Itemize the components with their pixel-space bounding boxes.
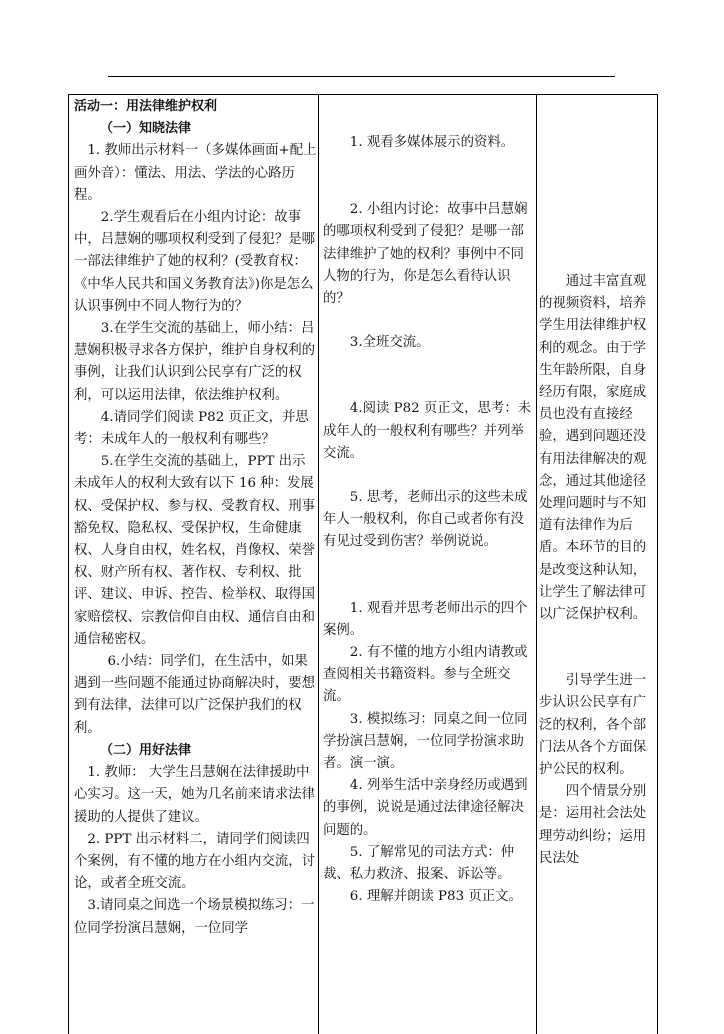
student-step-b2: 2. 有不懂的地方小组内请教或查阅相关书籍资料。参与全班交流。 — [323, 645, 528, 705]
paragraph-4: 4.请同学们阅读 P82 页正文，并思考：未成年人的一般权利有哪些？ — [74, 409, 309, 448]
teacher-activity-column — [74, 95, 318, 940]
student-step-b6: 6. 理解并朗读 P83 页正文。 — [349, 889, 522, 905]
paragraph-2: 2.学生观看后在小组内讨论：故事中，吕慧娴的哪项权利受到了侵犯？是哪一部法律维护了她的权利？(受教育权：《中华人民共和国义务教育法》)你是怎么认识事例中不同人物行为的？ — [74, 210, 316, 314]
intent-paragraph-3: 四个情景分别是：运用社会法处理劳动纠纷；运用民法处 — [539, 784, 647, 866]
student-step-2: 2. 小组内讨论：故事中吕慧娴的哪项权利受到了侵犯？是哪一部法律维护了她的权利？事例中不同人物的行为，你是怎么看待认识的？ — [323, 202, 528, 307]
student-step-3: 3.全班交流。 — [349, 335, 430, 351]
intent-paragraph-1: 通过丰富直观的视频资料，培养学生用法律维护权利的观念。由于学生年龄所限，自身经历有限，家庭成员也没有直接经验，遇到问题还没有用法律解决的观念，通过其他途径处理问题时与不知道有法律作为后盾。本环节的目的是改变这种认知，让学生了解法律可以广泛保护权利。 — [539, 274, 647, 623]
header-rule — [108, 76, 615, 77]
design-intent-column — [539, 95, 651, 870]
paragraph-3: 3.在学生交流的基础上，师小结：吕慧娴积极寻求各方保护，维护自身权利的事例，让我们认识到公民享有广泛的权利，可以运用法律，依法维护权利。 — [74, 321, 316, 403]
column-divider-1 — [318, 95, 319, 1034]
activity-title: 活动一：用法律维护权利 — [74, 99, 218, 114]
student-step-5: 5. 思考，老师出示的这些未成年人一般权利，你自己或者你有没有见过受到伤害？举例说说。 — [323, 490, 528, 550]
student-activity-column — [323, 95, 535, 908]
section-heading-use-law: （二）用好法律 — [100, 742, 192, 758]
paragraph-7: 1. 教师： 大学生吕慧娴在法律援助中心实习。这一天，她为几名前来请求法律援助的人提供了建议。 — [74, 765, 316, 825]
lesson-table — [68, 94, 658, 1034]
student-step-b1: 1. 观看并思考老师出示的四个案例。 — [323, 600, 528, 638]
student-step-b4: 4. 列举生活中亲身经历或遇到的事例，说说是通过法律途径解决问题的。 — [323, 778, 528, 838]
student-step-b3: 3. 模拟练习：同桌之间一位同学扮演吕慧娴，一位同学扮演求助者。演一演。 — [323, 711, 528, 772]
section-heading-know-law: （一）知晓法律 — [100, 121, 192, 137]
paragraph-8: 2. PPT 出示材料二，请同学们阅读四个案例，有不懂的地方在小组内交流，讨论，或者全班交流。 — [74, 831, 316, 892]
intent-paragraph-2: 引导学生进一步认识公民享有广泛的权利，各个部门法从各个方面保护公民的权利。 — [539, 673, 647, 778]
student-step-1: 1. 观看多媒体展示的资料。 — [349, 135, 515, 150]
student-step-4: 4.阅读 P82 页正文，思考：未成年人的一般权利有哪些？并列举交流。 — [323, 401, 532, 461]
paragraph-5: 5.在学生交流的基础上，PPT 出示未成年人的权利大致有以下 16 种：发展权、受保护权、参与权、受教育权、刑事豁免权、隐私权、受保护权，生命健康权、人身自由权，姓名权，肖像权、荣誉权、财产所有权、著作权、专利权、批评、建议、申诉、控告、检举权、取得国家赔偿权、宗教信仰自由权、通信自由和通信秘密权。 — [74, 454, 316, 647]
paragraph-1: 1. 教师出示材料一（多媒体画面+配上画外音）：懂法、用法、学法的心路历程。 — [74, 143, 317, 203]
column-divider-2 — [536, 95, 537, 1034]
paragraph-9: 3.请同桌之间选一个场景模拟练习：一位同学扮演吕慧娴，一位同学 — [74, 898, 315, 936]
student-step-b5: 5. 了解常见的司法方式：仲裁、私力救济、报案、诉讼等。 — [323, 844, 515, 883]
paragraph-6: 6.小结：同学们，在生活中，如果遇到一些问题不能通过协商解决时，要想到有法律，法律可以广泛保护我们的权利。 — [74, 654, 316, 736]
